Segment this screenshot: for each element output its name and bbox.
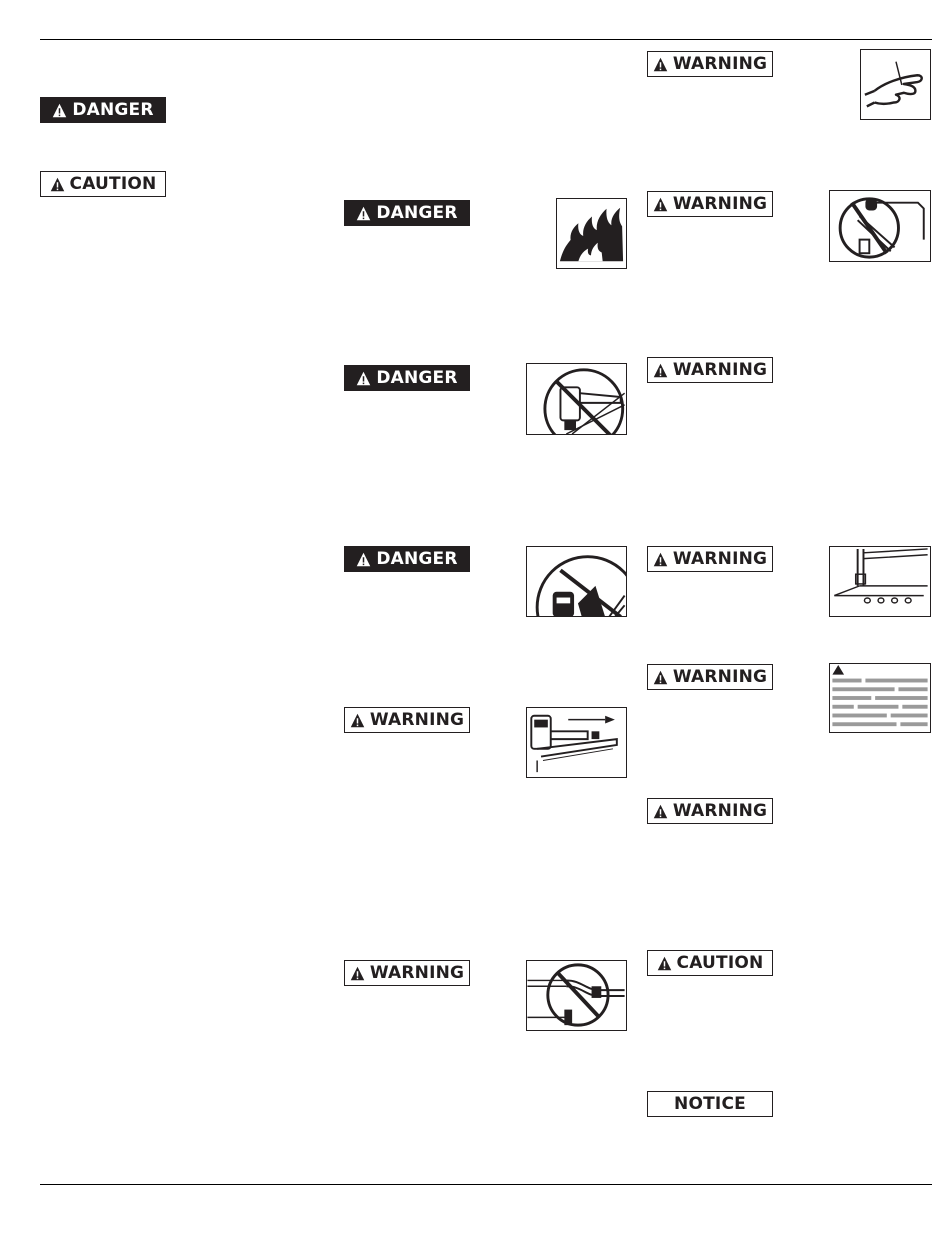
warning-label	[647, 191, 773, 217]
alert-triangle-icon	[653, 363, 668, 378]
top-rule	[40, 39, 932, 40]
alert-triangle-icon	[657, 956, 672, 971]
danger-label	[344, 200, 470, 226]
no-climbing-tool-icon	[526, 363, 627, 435]
danger-label-text: DANGER	[376, 203, 458, 223]
bottom-rule	[40, 1184, 932, 1185]
caution-label-text: CAUTION	[676, 953, 764, 973]
alert-triangle-icon	[50, 177, 65, 192]
hand-trigger-icon	[860, 49, 931, 120]
warning-label	[344, 707, 470, 733]
danger-label	[344, 546, 470, 572]
disconnect-air-icon	[526, 707, 627, 778]
warning-label	[647, 357, 773, 383]
warning-label	[647, 51, 773, 77]
alert-triangle-icon	[653, 197, 668, 212]
caution-label	[40, 171, 166, 197]
no-finger-on-trigger-icon	[829, 190, 931, 262]
caution-label	[647, 950, 773, 976]
warning-label-icon	[829, 663, 931, 733]
warning-label-text: WARNING	[672, 54, 768, 74]
warning-label-text: WARNING	[672, 360, 768, 380]
warning-label	[647, 798, 773, 824]
notice-label-text: NOTICE	[674, 1094, 746, 1114]
notice-label	[647, 1091, 773, 1117]
warning-label	[344, 960, 470, 986]
nail-spacing-icon	[829, 546, 931, 617]
warning-label-text: WARNING	[672, 549, 768, 569]
danger-label-text: DANGER	[376, 549, 458, 569]
warning-label	[647, 546, 773, 572]
warning-label-text: WARNING	[369, 710, 465, 730]
warning-label-text: WARNING	[369, 963, 465, 983]
no-hose-carry-icon	[526, 960, 627, 1031]
danger-label	[40, 97, 166, 123]
alert-triangle-icon	[653, 57, 668, 72]
danger-label	[344, 365, 470, 391]
warning-label-text: WARNING	[672, 801, 768, 821]
alert-triangle-icon	[356, 552, 371, 567]
alert-triangle-icon	[350, 713, 365, 728]
alert-triangle-icon	[350, 966, 365, 981]
alert-triangle-icon	[356, 206, 371, 221]
warning-label-text: WARNING	[672, 194, 768, 214]
alert-triangle-icon	[52, 103, 67, 118]
danger-label-text: DANGER	[376, 368, 458, 388]
warning-label-text: WARNING	[672, 667, 768, 687]
alert-triangle-icon	[356, 371, 371, 386]
warning-label	[647, 664, 773, 690]
alert-triangle-icon	[653, 670, 668, 685]
alert-triangle-icon	[653, 804, 668, 819]
alert-triangle-icon	[653, 552, 668, 567]
danger-label-text: DANGER	[72, 100, 154, 120]
caution-label-text: CAUTION	[69, 174, 157, 194]
fire-icon	[556, 198, 627, 269]
no-tool-near-body-icon	[526, 546, 627, 617]
